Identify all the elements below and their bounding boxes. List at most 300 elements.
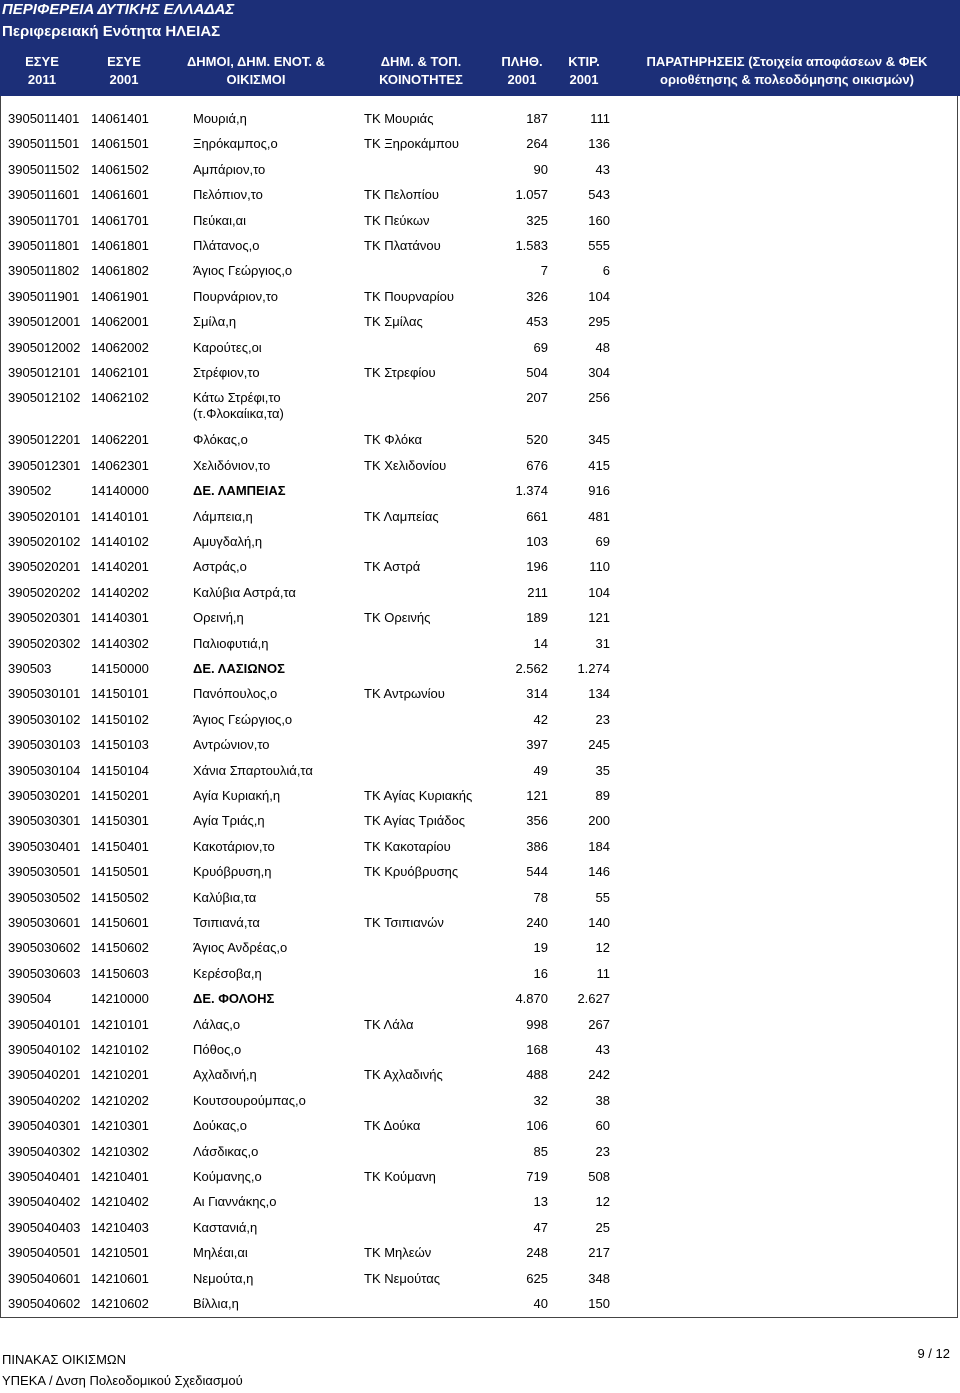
settlement-name-cell: Αμυγδαλή,η [193,534,263,549]
table-row [0,1291,960,1316]
code-2001-cell: 14210501 [91,1245,149,1261]
community-cell: ΤΚ Αχλαδινής [364,1067,443,1083]
table-row [0,478,960,503]
community-cell: ΤΚ Ξηροκάμπου [364,136,459,152]
page-footer [0,1318,960,1393]
code-2001-cell: 14062301 [91,457,149,473]
col-header-remarks: ΠΑΡΑΤΗΡΗΣΕΙΣ (Στοιχεία αποφάσεων & ΦΕΚ οριοθέτησης & πολεοδόμησης οικισμών) [646,54,928,87]
community-cell: ΤΚ Πεύκων [364,212,430,228]
population-cell: 19 [533,940,548,956]
buildings-cell: 35 [595,762,610,778]
table-row [0,258,960,283]
code-2011-cell: 3905040501 [8,1245,81,1261]
population-cell: 1.374 [515,483,548,499]
code-2011-cell: 3905011401 [8,111,80,126]
population-cell: 325 [526,212,548,228]
code-2011-cell: 3905012101 [8,365,81,380]
code-2011-cell: 3905030102 [8,711,81,727]
population-cell: 488 [526,1067,548,1083]
buildings-cell: 6 [602,263,610,279]
community-cell: ΤΚ Νεμούτας [364,1270,440,1286]
code-2001-cell: 14150101 [91,686,149,702]
table-row [0,529,960,554]
population-cell: 13 [533,1194,548,1210]
code-2011-cell: 3905030104 [8,762,81,778]
settlement-name-cell: Βίλλια,η [193,1296,239,1311]
table-row [0,360,960,385]
buildings-cell: 200 [588,813,610,829]
buildings-cell: 150 [588,1296,610,1311]
code-2001-cell: 14210201 [91,1067,149,1083]
table-row [0,580,960,605]
code-2011-cell: 390504 [8,991,52,1007]
community-cell: ΤΚ Σμίλας [364,314,423,330]
code-2011-cell: 3905011501 [8,136,80,152]
settlement-name-cell: Άγιος Ανδρέας,ο [193,940,288,956]
community-cell: ΤΚ Αγίας Κυριακής [364,788,473,803]
table-row [0,758,960,783]
table-row [0,1037,960,1062]
region-title: ΠΕΡΙΦΕΡΕΙΑ ΔΥΤΙΚΗΣ ΕΛΛΑΔΑΣ [2,1,235,18]
code-2001-cell: 14150502 [91,889,149,905]
buildings-cell: 134 [588,686,610,702]
buildings-cell: 38 [595,1092,610,1108]
code-2001-cell: 14210302 [91,1143,149,1159]
buildings-cell: 245 [588,737,610,753]
table-row [0,1012,960,1037]
population-cell: 189 [526,610,548,626]
code-2011-cell: 3905012301 [8,457,81,473]
settlement-name-cell: Αμπάριον,το [193,161,266,177]
buildings-cell: 543 [588,187,610,203]
buildings-cell: 267 [588,1016,610,1032]
population-cell: 248 [526,1245,548,1261]
community-cell: ΤΚ Πελοπίου [364,187,439,203]
settlement-name-cell: ΔΕ. ΛΑΣΙΩΝΟΣ [193,661,285,676]
code-2011-cell: 3905030501 [8,864,81,880]
settlement-name-cell: Κούμανης,ο [193,1169,262,1184]
settlement-name-cell: Κουτσουρούμπας,ο [193,1092,306,1108]
population-cell: 397 [526,737,548,753]
population-cell: 90 [533,161,548,177]
table-row [0,1215,960,1240]
settlement-name-cell: Πουρνάριον,το [193,288,278,304]
code-2011-cell: 3905030502 [8,889,81,905]
settlement-name-cell: Αστράς,ο [193,559,247,575]
buildings-cell: 140 [588,915,610,930]
table-row [0,453,960,478]
code-2001-cell: 14210402 [91,1194,149,1210]
code-2001-cell: 14150301 [91,813,149,829]
settlement-name-cell: Σμίλα,η [193,314,237,330]
table-row [0,910,960,935]
table-row [0,808,960,833]
community-cell: ΤΚ Αστρά [364,559,421,575]
settlement-name-cell: Χελιδόνιον,το [193,457,271,473]
population-cell: 16 [533,965,548,981]
community-cell: ΤΚ Αγίας Τριάδος [364,813,465,829]
table-row [0,732,960,757]
code-2011-cell: 3905020202 [8,584,81,600]
table-row [0,1139,960,1164]
code-2001-cell: 14062002 [91,339,149,355]
table-row [0,309,960,334]
table-row [0,106,960,131]
code-2001-cell: 14210601 [91,1270,149,1286]
settlement-name-cell: Παλιοφυτιά,η [193,635,269,651]
table-row [0,885,960,910]
population-cell: 196 [526,559,548,575]
header-band [0,0,960,96]
code-2001-cell: 14210202 [91,1092,149,1108]
buildings-cell: 43 [595,161,610,177]
settlement-name-cell: Αγία Κυριακή,η [193,788,281,803]
community-cell: ΤΚ Στρεφίου [364,365,436,380]
settlement-name-cell: Αγία Τριάς,η [193,813,265,829]
code-2011-cell: 3905040402 [8,1194,81,1210]
population-cell: 625 [526,1270,548,1286]
code-2011-cell: 3905040202 [8,1092,81,1108]
table-row [0,208,960,233]
table-row [0,986,960,1011]
code-2001-cell: 14210401 [91,1169,149,1184]
table-row [0,385,960,427]
code-2011-cell: 3905030401 [8,838,81,854]
settlement-name-cell: Κρυόβρυση,η [193,864,272,880]
settlement-name-cell: Καστανιά,η [193,1219,258,1235]
settlement-name-cell: Άγιος Γεώργιος,ο [193,711,293,727]
community-cell: ΤΚ Πλατάνου [364,238,441,253]
settlement-name-cell: Πόθος,ο [193,1042,242,1057]
code-2001-cell: 14150601 [91,915,149,930]
settlement-name-cell: Ξηρόκαμπος,ο [193,136,278,152]
settlement-name-cell: Χάνια Σπαρτουλιά,τα [193,762,313,778]
settlement-name-cell: Λάλας,ο [193,1016,241,1032]
table-row [0,1189,960,1214]
code-2011-cell: 3905012001 [8,314,81,330]
settlement-name-cell: Τσιπιανά,τα [193,915,260,930]
table-row [0,681,960,706]
settlement-name-cell: Νεμούτα,η [193,1270,254,1286]
buildings-cell: 121 [588,610,610,626]
community-cell: ΤΚ Χελιδονίου [364,457,447,473]
code-2011-cell: 3905020201 [8,559,81,575]
code-2001-cell: 14061701 [91,212,149,228]
buildings-cell: 111 [590,111,610,126]
code-2001-cell: 14210602 [91,1296,149,1311]
settlement-name-cell: Αντρώνιον,το [193,737,270,753]
buildings-cell: 160 [588,212,610,228]
population-cell: 544 [526,864,548,880]
code-2001-cell: 14140301 [91,610,149,626]
table-row [0,1164,960,1189]
table-row [0,605,960,630]
buildings-cell: 916 [588,483,610,499]
buildings-cell: 348 [588,1270,610,1286]
code-2011-cell: 3905040101 [8,1016,81,1032]
code-2001-cell: 14062102 [91,390,149,406]
code-2001-cell: 14062201 [91,432,149,448]
code-2011-cell: 3905020101 [8,508,81,524]
buildings-cell: 508 [588,1169,610,1184]
buildings-cell: 60 [595,1118,610,1134]
buildings-cell: 2.627 [577,991,610,1007]
code-2011-cell: 3905040102 [8,1042,81,1057]
settlement-name-cell: ΔΕ. ΦΟΛΟΗΣ [193,991,275,1007]
population-cell: 32 [533,1092,548,1108]
community-cell: ΤΚ Πουρναρίου [364,288,454,304]
table-row [0,631,960,656]
settlement-name-cell: Λάσδικας,ο [193,1143,259,1159]
settlement-name-cell: Μουριά,η [193,111,247,126]
code-2001-cell: 14150102 [91,711,149,727]
buildings-cell: 104 [588,584,610,600]
buildings-cell: 256 [588,390,610,406]
community-cell: ΤΚ Αντρωνίου [364,686,445,702]
table-row [0,1266,960,1291]
settlement-name-cell: Δούκας,ο [193,1118,247,1134]
code-2001-cell: 14061601 [91,187,149,203]
code-2011-cell: 3905011701 [8,212,80,228]
settlement-name-cell: ΔΕ. ΛΑΜΠΕΙΑΣ [193,483,286,499]
code-2011-cell: 3905040403 [8,1219,81,1235]
code-2011-cell: 3905012201 [8,432,81,448]
settlement-name-cell: Πελόπιον,το [193,187,263,203]
table-row [0,1062,960,1087]
community-cell: ΤΚ Δούκα [364,1118,421,1134]
code-2001-cell: 14210102 [91,1042,149,1057]
table-row [0,1240,960,1265]
unit-title: Περιφερειακή Ενότητα ΗΛΕΙΑΣ [2,23,221,40]
footer-department: ΥΠΕΚΑ / Δνση Πολεοδομικού Σχεδιασμού [2,1373,243,1388]
population-cell: 264 [526,136,548,152]
table-row [0,1113,960,1138]
population-cell: 504 [526,365,548,380]
settlement-name-cell: Στρέφιον,το [193,365,260,380]
settlement-name-cell: Ορεινή,η [193,610,244,626]
code-2011-cell: 3905011601 [8,187,80,203]
population-cell: 7 [540,263,548,279]
settlement-name-cell: Καλύβια,τα [193,889,257,905]
code-2011-cell: 3905030602 [8,940,81,956]
buildings-cell: 146 [588,864,610,880]
buildings-cell: 48 [595,339,610,355]
table-row [0,233,960,258]
table-row [0,961,960,986]
population-cell: 40 [533,1296,548,1311]
col-header-settlements: ΔΗΜΟΙ, ΔΗΜ. ΕΝΟΤ. & ΟΙΚΙΣΜΟΙ [186,54,326,87]
population-cell: 2.562 [515,661,548,676]
table-row [0,284,960,309]
code-2001-cell: 14150103 [91,737,149,753]
population-cell: 211 [527,584,548,600]
community-cell: ΤΚ Τσιπιανών [364,915,444,930]
code-2001-cell: 14140202 [91,584,149,600]
table-row [0,131,960,156]
population-cell: 14 [533,635,548,651]
buildings-cell: 304 [588,365,610,380]
buildings-cell: 11 [596,965,610,981]
buildings-cell: 23 [595,711,610,727]
community-cell: ΤΚ Λάλα [364,1016,414,1032]
buildings-cell: 1.274 [577,661,610,676]
buildings-cell: 104 [588,288,610,304]
code-2011-cell: 3905011802 [8,263,80,279]
code-2001-cell: 14150000 [91,661,149,676]
code-2001-cell: 14061501 [91,136,149,152]
population-cell: 103 [526,534,548,549]
population-cell: 106 [526,1118,548,1134]
settlement-name-cell: Κάτω Στρέφι,το (τ.Φλοκαίικα,τα) [193,390,284,422]
population-cell: 386 [526,838,548,854]
population-cell: 207 [526,390,548,406]
code-2001-cell: 14210403 [91,1219,149,1235]
code-2011-cell: 3905030601 [8,915,81,930]
population-cell: 1.583 [515,238,548,253]
community-cell: ΤΚ Ορεινής [364,610,431,626]
community-cell: ΤΚ Κούμανη [364,1169,436,1184]
population-cell: 4.870 [515,991,548,1007]
code-2001-cell: 14150501 [91,864,149,880]
code-2011-cell: 3905030603 [8,965,81,981]
population-cell: 240 [526,915,548,930]
settlement-name-cell: Άγιος Γεώργιος,ο [193,263,293,279]
table-row [0,427,960,452]
table-row [0,554,960,579]
code-2001-cell: 14210101 [91,1016,149,1032]
buildings-cell: 89 [595,788,610,803]
population-cell: 85 [533,1143,548,1159]
settlement-name-cell: Λάμπεια,η [193,508,253,524]
settlement-name-cell: Πανόπουλος,ο [193,686,278,702]
footer-table-name: ΠΙΝΑΚΑΣ ΟΙΚΙΣΜΩΝ [2,1352,127,1367]
buildings-cell: 110 [589,559,610,575]
code-2001-cell: 14061802 [91,263,149,279]
code-2001-cell: 14210301 [91,1118,149,1134]
population-cell: 314 [526,686,548,702]
code-2011-cell: 3905030301 [8,813,81,829]
code-2001-cell: 14061401 [91,111,149,126]
population-cell: 356 [526,813,548,829]
buildings-cell: 295 [588,314,610,330]
code-2001-cell: 14140101 [91,508,149,524]
settlement-name-cell: Μηλέαι,αι [193,1245,248,1261]
settlement-name-cell: Αι Γιαννάκης,ο [193,1194,277,1210]
code-2011-cell: 390502 [8,483,52,499]
population-cell: 168 [526,1042,548,1057]
code-2001-cell: 14150602 [91,940,149,956]
buildings-cell: 217 [588,1245,610,1261]
code-2001-cell: 14061502 [91,161,149,177]
code-2001-cell: 14062101 [91,365,149,380]
population-cell: 676 [526,457,548,473]
table-row [0,504,960,529]
buildings-cell: 12 [595,940,610,956]
code-2011-cell: 3905011502 [8,161,80,177]
buildings-cell: 555 [588,238,610,253]
settlement-name-cell: Πλάτανος,ο [193,238,260,253]
settlement-name-cell: Πεύκαι,αι [193,212,247,228]
code-2011-cell: 3905040602 [8,1296,81,1311]
code-2001-cell: 14062001 [91,314,149,330]
table-row [0,182,960,207]
buildings-cell: 43 [595,1042,610,1057]
code-2011-cell: 3905040201 [8,1067,81,1083]
population-cell: 42 [533,711,548,727]
community-cell: ΤΚ Κακοταρίου [364,838,451,854]
settlement-name-cell: Καλύβια Αστρά,τα [193,584,296,600]
page-number: 9 / 12 [917,1346,950,1361]
buildings-cell: 12 [595,1194,610,1210]
settlement-name-cell: Φλόκας,ο [193,432,248,448]
code-2001-cell: 14140201 [91,559,149,575]
buildings-cell: 184 [588,838,610,854]
code-2011-cell: 3905040601 [8,1270,81,1286]
buildings-cell: 25 [595,1219,610,1235]
code-2011-cell: 3905030101 [8,686,81,702]
population-cell: 453 [526,314,548,330]
code-2011-cell: 3905020102 [8,534,81,549]
community-cell: ΤΚ Φλόκα [364,432,422,448]
buildings-cell: 23 [595,1143,610,1159]
table-row [0,656,960,681]
col-header-population: ΠΛΗΘ. 2001 [501,54,543,87]
settlement-name-cell: Αχλαδινή,η [193,1067,257,1083]
code-2011-cell: 3905012002 [8,339,81,355]
col-header-esye-2011: ΕΣΥΕ 2011 [25,54,59,87]
code-2001-cell: 14140302 [91,635,149,651]
table-row [0,157,960,182]
buildings-cell: 55 [595,889,610,905]
community-cell: ΤΚ Κρυόβρυσης [364,864,459,880]
buildings-cell: 31 [595,635,610,651]
population-cell: 326 [526,288,548,304]
code-2011-cell: 390503 [8,661,52,676]
buildings-cell: 345 [588,432,610,448]
population-cell: 47 [533,1219,548,1235]
population-cell: 78 [533,889,548,905]
code-2001-cell: 14150104 [91,762,149,778]
code-2001-cell: 14061801 [91,238,149,253]
population-cell: 69 [533,339,548,355]
table-row [0,935,960,960]
code-2011-cell: 3905020301 [8,610,81,626]
code-2001-cell: 14150201 [91,788,149,803]
buildings-cell: 481 [588,508,610,524]
col-header-communities: ΔΗΜ. & ΤΟΠ. ΚΟΙΝΟΤΗΤΕΣ [379,54,463,87]
population-cell: 121 [526,788,548,803]
code-2011-cell: 3905012102 [8,390,81,406]
population-cell: 998 [526,1016,548,1032]
settlement-name-cell: Κερέσοβα,η [193,965,262,981]
table-row [0,834,960,859]
code-2001-cell: 14150401 [91,838,149,854]
code-2011-cell: 3905040401 [8,1169,81,1184]
population-cell: 187 [526,111,548,126]
code-2011-cell: 3905030201 [8,788,81,803]
code-2011-cell: 3905030103 [8,737,81,753]
community-cell: ΤΚ Μηλεών [364,1245,432,1261]
buildings-cell: 136 [588,136,610,152]
table-row [0,335,960,360]
col-header-esye-2001: ΕΣΥΕ 2001 [107,54,141,87]
table-row [0,859,960,884]
code-2011-cell: 3905011801 [8,238,80,253]
code-2001-cell: 14061901 [91,288,149,304]
code-2001-cell: 14140000 [91,483,149,499]
table-row [0,783,960,808]
community-cell: ΤΚ Λαμπείας [364,508,439,524]
